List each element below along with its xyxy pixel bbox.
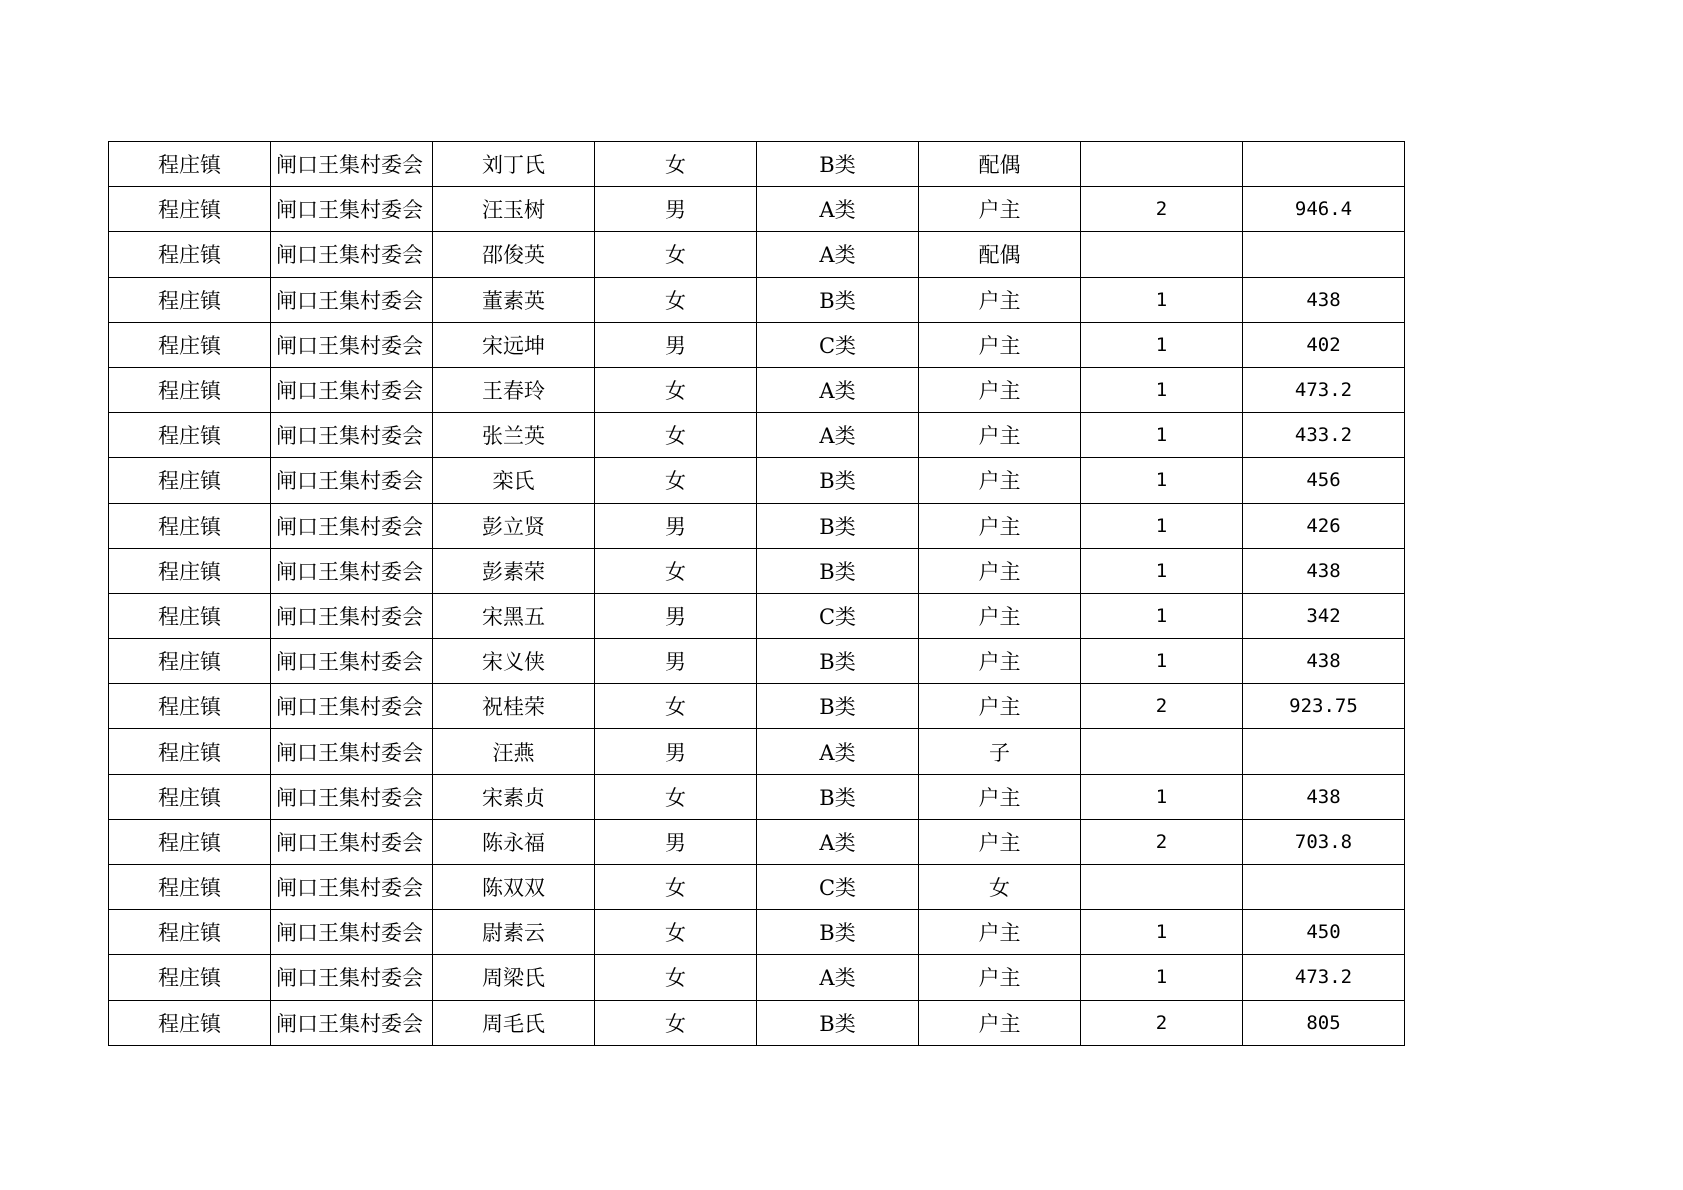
cell-category: B类 [757,277,919,322]
table-row [109,322,1405,367]
cell-name: 彭素荣 [433,548,595,593]
cell-category: B类 [757,548,919,593]
table-row [109,910,1405,955]
cell-sex: 女 [595,277,757,322]
cell-count: 2 [1081,684,1243,729]
cell-category: C类 [757,322,919,367]
cell-town: 程庄镇 [109,1000,271,1045]
cell-name: 陈永福 [433,819,595,864]
table-row [109,187,1405,232]
cell-amount: 433.2 [1243,413,1405,458]
cell-sex: 女 [595,548,757,593]
document-sheet [108,141,1405,1046]
cell-sex: 女 [595,367,757,412]
cell-category: A类 [757,955,919,1000]
table-row [109,232,1405,277]
cell-town: 程庄镇 [109,322,271,367]
cell-relation: 户主 [919,684,1081,729]
cell-count: 1 [1081,548,1243,593]
cell-village: 闸口王集村委会 [271,367,433,412]
cell-category: B类 [757,774,919,819]
cell-name: 汪玉树 [433,187,595,232]
cell-count: 1 [1081,458,1243,503]
cell-amount: 456 [1243,458,1405,503]
cell-category: B类 [757,684,919,729]
cell-count: 1 [1081,322,1243,367]
cell-category: A类 [757,187,919,232]
cell-relation: 户主 [919,277,1081,322]
table-row [109,593,1405,638]
table-row [109,774,1405,819]
cell-category: B类 [757,458,919,503]
cell-amount: 438 [1243,548,1405,593]
cell-village: 闸口王集村委会 [271,593,433,638]
cell-count: 1 [1081,367,1243,412]
table-row [109,684,1405,729]
table-row [109,142,1405,187]
cell-village: 闸口王集村委会 [271,910,433,955]
cell-sex: 女 [595,232,757,277]
cell-sex: 男 [595,729,757,774]
cell-relation: 户主 [919,458,1081,503]
cell-count: 2 [1081,187,1243,232]
cell-town: 程庄镇 [109,142,271,187]
cell-town: 程庄镇 [109,187,271,232]
cell-name: 张兰英 [433,413,595,458]
cell-name: 王春玲 [433,367,595,412]
cell-village: 闸口王集村委会 [271,819,433,864]
cell-sex: 女 [595,413,757,458]
cell-sex: 男 [595,503,757,548]
cell-amount [1243,142,1405,187]
cell-relation: 户主 [919,774,1081,819]
cell-category: B类 [757,1000,919,1045]
cell-name: 宋黑五 [433,593,595,638]
cell-village: 闸口王集村委会 [271,865,433,910]
cell-town: 程庄镇 [109,955,271,1000]
cell-sex: 女 [595,142,757,187]
table-row [109,367,1405,412]
table-row [109,548,1405,593]
cell-category: A类 [757,729,919,774]
cell-name: 祝桂荣 [433,684,595,729]
cell-amount: 426 [1243,503,1405,548]
cell-relation: 子 [919,729,1081,774]
cell-count: 1 [1081,774,1243,819]
cell-amount: 402 [1243,322,1405,367]
cell-relation: 户主 [919,593,1081,638]
cell-count: 2 [1081,819,1243,864]
table-row [109,955,1405,1000]
cell-town: 程庄镇 [109,684,271,729]
cell-amount [1243,865,1405,910]
cell-amount [1243,729,1405,774]
cell-sex: 男 [595,639,757,684]
cell-sex: 男 [595,187,757,232]
cell-count: 1 [1081,277,1243,322]
table-row [109,503,1405,548]
cell-village: 闸口王集村委会 [271,277,433,322]
cell-name: 邵俊英 [433,232,595,277]
cell-sex: 女 [595,458,757,503]
cell-name: 陈双双 [433,865,595,910]
cell-town: 程庄镇 [109,819,271,864]
table-row [109,458,1405,503]
cell-town: 程庄镇 [109,774,271,819]
table-row [109,1000,1405,1045]
cell-count: 1 [1081,639,1243,684]
table-row [109,819,1405,864]
cell-village: 闸口王集村委会 [271,413,433,458]
cell-village: 闸口王集村委会 [271,774,433,819]
cell-sex: 男 [595,819,757,864]
cell-village: 闸口王集村委会 [271,548,433,593]
cell-relation: 户主 [919,639,1081,684]
table-row [109,413,1405,458]
cell-count [1081,729,1243,774]
cell-relation: 户主 [919,955,1081,1000]
cell-town: 程庄镇 [109,232,271,277]
cell-relation: 配偶 [919,232,1081,277]
cell-amount: 438 [1243,639,1405,684]
cell-name: 刘丁氏 [433,142,595,187]
cell-category: A类 [757,367,919,412]
cell-category: B类 [757,142,919,187]
cell-village: 闸口王集村委会 [271,684,433,729]
cell-relation: 配偶 [919,142,1081,187]
cell-count: 1 [1081,593,1243,638]
cell-relation: 户主 [919,819,1081,864]
cell-category: A类 [757,819,919,864]
cell-amount: 473.2 [1243,955,1405,1000]
cell-category: C类 [757,593,919,638]
table-row [109,865,1405,910]
cell-relation: 户主 [919,548,1081,593]
cell-amount: 923.75 [1243,684,1405,729]
cell-village: 闸口王集村委会 [271,639,433,684]
cell-town: 程庄镇 [109,277,271,322]
cell-name: 彭立贤 [433,503,595,548]
cell-count: 1 [1081,503,1243,548]
cell-amount: 473.2 [1243,367,1405,412]
table-row [109,277,1405,322]
cell-count [1081,865,1243,910]
cell-town: 程庄镇 [109,593,271,638]
cell-count: 1 [1081,413,1243,458]
table-row [109,639,1405,684]
cell-name: 宋素贞 [433,774,595,819]
cell-name: 栾氏 [433,458,595,503]
cell-village: 闸口王集村委会 [271,322,433,367]
cell-sex: 女 [595,1000,757,1045]
cell-name: 周毛氏 [433,1000,595,1045]
cell-village: 闸口王集村委会 [271,232,433,277]
cell-village: 闸口王集村委会 [271,458,433,503]
cell-village: 闸口王集村委会 [271,187,433,232]
cell-town: 程庄镇 [109,413,271,458]
cell-relation: 户主 [919,910,1081,955]
roster-table-body [109,142,1405,1046]
cell-relation: 女 [919,865,1081,910]
cell-name: 宋远坤 [433,322,595,367]
cell-category: B类 [757,910,919,955]
cell-town: 程庄镇 [109,865,271,910]
cell-amount: 342 [1243,593,1405,638]
cell-category: A类 [757,413,919,458]
cell-name: 董素英 [433,277,595,322]
cell-amount: 438 [1243,774,1405,819]
cell-count: 1 [1081,910,1243,955]
cell-relation: 户主 [919,187,1081,232]
cell-village: 闸口王集村委会 [271,729,433,774]
cell-town: 程庄镇 [109,548,271,593]
cell-sex: 女 [595,774,757,819]
cell-town: 程庄镇 [109,367,271,412]
cell-name: 周梁氏 [433,955,595,1000]
cell-category: A类 [757,232,919,277]
cell-town: 程庄镇 [109,910,271,955]
cell-relation: 户主 [919,367,1081,412]
cell-count [1081,232,1243,277]
cell-sex: 女 [595,865,757,910]
cell-relation: 户主 [919,322,1081,367]
cell-amount: 450 [1243,910,1405,955]
cell-category: B类 [757,639,919,684]
cell-sex: 男 [595,322,757,367]
cell-village: 闸口王集村委会 [271,955,433,1000]
cell-town: 程庄镇 [109,729,271,774]
cell-category: B类 [757,503,919,548]
roster-table [108,141,1405,1046]
cell-name: 汪燕 [433,729,595,774]
cell-category: C类 [757,865,919,910]
cell-town: 程庄镇 [109,458,271,503]
cell-count: 2 [1081,1000,1243,1045]
cell-amount: 946.4 [1243,187,1405,232]
cell-name: 宋义侠 [433,639,595,684]
cell-sex: 女 [595,910,757,955]
cell-count [1081,142,1243,187]
cell-town: 程庄镇 [109,639,271,684]
cell-amount: 703.8 [1243,819,1405,864]
cell-amount: 805 [1243,1000,1405,1045]
cell-sex: 男 [595,593,757,638]
cell-amount: 438 [1243,277,1405,322]
cell-amount [1243,232,1405,277]
cell-name: 尉素云 [433,910,595,955]
cell-relation: 户主 [919,413,1081,458]
cell-relation: 户主 [919,1000,1081,1045]
cell-sex: 女 [595,684,757,729]
cell-sex: 女 [595,955,757,1000]
cell-count: 1 [1081,955,1243,1000]
table-row [109,729,1405,774]
cell-village: 闸口王集村委会 [271,503,433,548]
cell-village: 闸口王集村委会 [271,142,433,187]
cell-town: 程庄镇 [109,503,271,548]
cell-relation: 户主 [919,503,1081,548]
cell-village: 闸口王集村委会 [271,1000,433,1045]
